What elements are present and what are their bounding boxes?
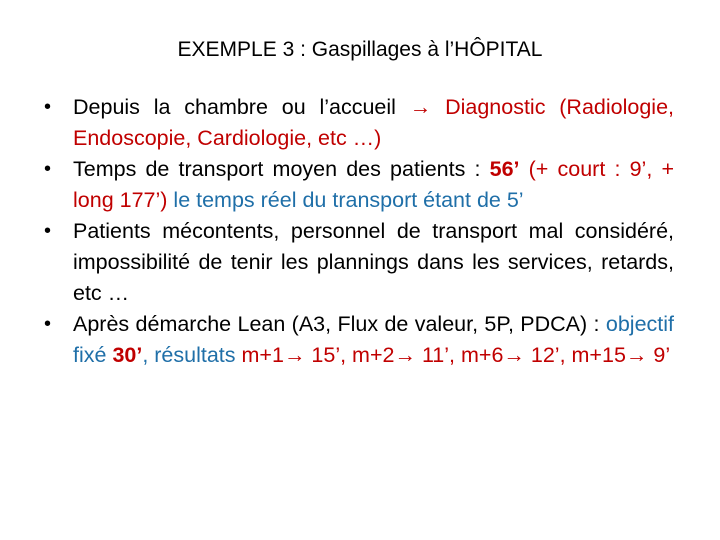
objective-value: 30’ <box>112 343 143 367</box>
real-time-text: le temps réel du transport étant de 5’ <box>167 188 524 212</box>
bullet-text-highlight: → Diagnostic (Radiologie, Endoscopie, Cardiologie, etc …) <box>73 95 675 150</box>
bullet-dot: • <box>44 158 52 180</box>
bullet-list <box>44 92 674 371</box>
average-time-value: 56’ <box>489 157 520 181</box>
bullet-item-lean-results <box>44 309 674 371</box>
bullet-dot: • <box>44 220 52 242</box>
bullet-dot: • <box>44 96 52 118</box>
bullet-dot: • <box>44 313 52 335</box>
bullet-text: Temps de transport moyen des patients : <box>73 157 490 181</box>
bullet-text: Patients mécontents, personnel de transport mal considéré, impossibilité de tenir les plannings dans les services, retards, etc … <box>73 219 674 305</box>
bullet-item-origin <box>44 92 674 154</box>
slide-title: EXEMPLE 3 : Gaspillages à l’HÔPITAL <box>177 38 543 61</box>
objective-label: objectif fixé <box>73 312 674 367</box>
bullet-text: Après démarche Lean (A3, Flux de valeur, 5P, PDCA) : <box>73 312 606 336</box>
bullet-item-transport-time <box>44 154 674 216</box>
bullet-item-consequences <box>44 216 674 309</box>
time-range-text: (+ court : 9’, + long 177’) <box>73 157 674 212</box>
results-label: , résultats <box>142 343 242 367</box>
bullet-text: Depuis la chambre ou l’accueil <box>73 95 410 119</box>
results-values: m+1→ 15’, m+2→ 11’, m+6→ 12’, m+15→ 9’ <box>241 343 671 367</box>
